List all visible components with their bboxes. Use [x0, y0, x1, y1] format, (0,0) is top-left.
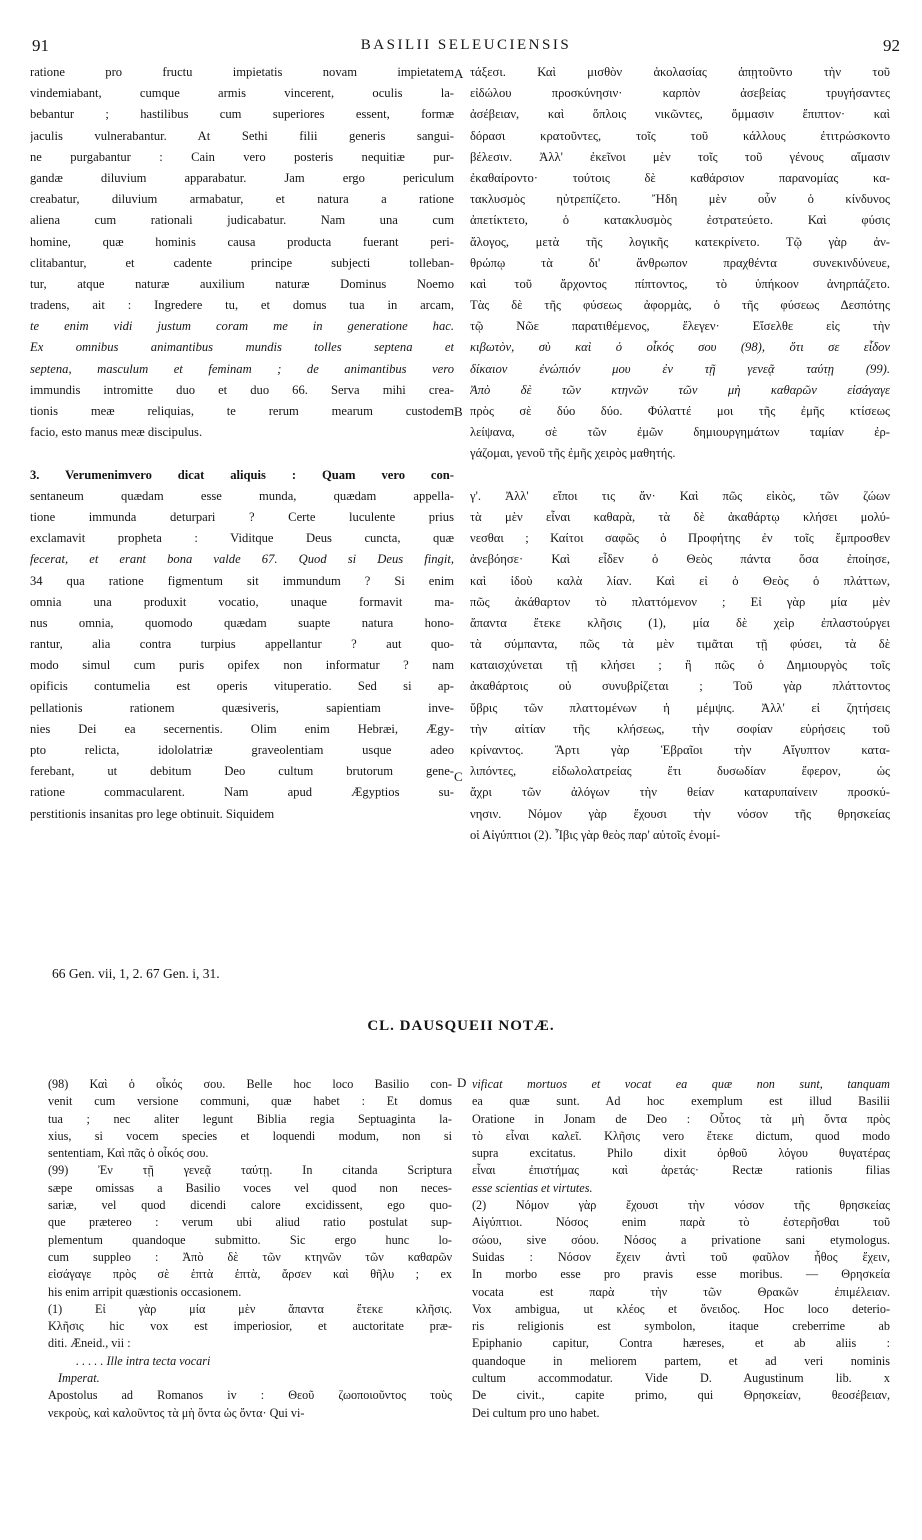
- latin-line: ratione commacularent. Nam apud Ægyptios su-: [30, 785, 454, 800]
- greek-line: δόρασι κρατοῦντες, τοῖς τοῦ κάλλους ἐτιτρώσκοντο: [470, 128, 890, 143]
- latin-line: creabatur, diluvium armabatur, et natura a ratione: [30, 192, 454, 207]
- latin-line: facio, esto manus meæ discipulus.: [30, 425, 203, 440]
- greek-line: βέλεσιν. Ἀλλ' ἐκεῖνοι μὲν τοῖς τοῦ γένους αἵμασιν: [470, 149, 890, 164]
- margin-letter-d: D: [457, 1075, 467, 1090]
- latin-line: te enim vidi justum coram me in generatione hac.: [30, 319, 454, 334]
- running-title: BASILII SELEUCIENSIS: [360, 37, 572, 53]
- latin-line: gandæ diluvium apparabatur. Jam ergo periculum: [30, 170, 454, 185]
- note-line: νεκροὺς, καὶ καλοῦντος τὰ μὴ ὄντα ὡς ὄντα· Qui vi-: [48, 1405, 305, 1420]
- note-line: (2) Νόμον γὰρ ἔχουσι τὴν νόσον τῆς θρησκείας: [472, 1198, 890, 1213]
- latin-line: exclamavit propheta : Viditque Deus cuncta, quæ: [30, 531, 454, 546]
- greek-section-3-line: γ'. Ἀλλ' εἴποι τις ἄν· Καὶ πῶς εἰκὸς, τῶν ζώων: [470, 488, 890, 503]
- note-line: Dei cultum pro uno habet.: [472, 1405, 600, 1420]
- latin-line: perstitionis insanitas pro lege obtinuit. Siquidem: [30, 806, 275, 821]
- paragraph-gap: [470, 465, 890, 486]
- latin-column: [30, 62, 454, 825]
- note-line: Oratione in Jonam de Deo : Οὗτος τὰ μὴ ὄντα πρὸς: [472, 1111, 890, 1126]
- note-line: cultum accommodatur. Vide D. Augustinum lib. x: [472, 1371, 890, 1386]
- greek-line: κιβωτὸν, σὺ καὶ ὁ οἶκός σου (98), ὅτι σε εἶδον: [470, 340, 890, 355]
- latin-line: ne purgabantur : Cain vero posteris nequitiæ pur-: [30, 149, 454, 164]
- note-line: Epiphanio capitur, Contra hæreses, et ab aliis :: [472, 1336, 890, 1351]
- note-line: Suidas : Νόσον ἔχειν ἀντὶ τοῦ φαῦλον ἦθος ἔχειν,: [472, 1249, 890, 1264]
- paragraph-gap: [30, 443, 454, 464]
- margin-letter-c: C: [454, 769, 463, 784]
- greek-line: κρίναντος. Ἄρτι γὰρ Ἑβραῖοι τὴν Αἴγυπτον κατα-: [470, 743, 890, 757]
- note-line: venit cum versione communi, quæ habet : Et domus: [48, 1094, 452, 1109]
- latin-line: aliena cum rationali judicabatur. Nam una cum: [30, 213, 454, 228]
- latin-line: nies Dei ea secernentis. Olim enim Hebræi, Ægy-: [30, 721, 454, 736]
- greek-line: δίκαιον ἐνώπιόν μου ἐν τῇ γενεᾷ ταύτῃ (99).: [470, 361, 890, 376]
- note-line: (98) Καὶ ὁ οἶκός σου. Belle hoc loco Basilio con-: [48, 1077, 452, 1091]
- note-line: cum suppleo : Ἀπὸ δὲ τῶν κτηνῶν τῶν καθαρῶν: [48, 1249, 452, 1264]
- greek-line: ἄλογος, μετὰ τῆς λογικῆς κατεκρίνετο. Τῷ γὰρ ἀν-: [470, 234, 890, 249]
- latin-line: vindemiabant, cumque armis vincerent, oculis la-: [30, 86, 454, 101]
- note-line: tua ; nec aliter legunt Biblia regia Septuaginta la-: [48, 1111, 452, 1126]
- latin-line: jaculis vulnerabantur. At Sethi filii generis sangui-: [30, 128, 454, 143]
- latin-line: tradens, ait : Ingredere tu, et domus tua in arcam,: [30, 298, 454, 313]
- latin-line: modo simul cum puris opifex non informatur ? nam: [30, 658, 454, 673]
- greek-line: τάξεσι. Καὶ μισθὸν ἀκολασίας ἀπῃτοῦντο τὴν τοῦ: [470, 65, 890, 79]
- page-number-left: 91: [32, 36, 49, 55]
- note-line: De civit., capite primo, qui Θρησκείαν, θεοσέβειαν,: [472, 1388, 890, 1403]
- latin-line: pellationis rationem quæsiveris, sapientiam inve-: [30, 700, 454, 715]
- greek-line: τὰ σύμπαντα, πῶς τὰ μὲν τιμᾶται τῇ φύσει, τὰ δὲ: [470, 637, 890, 652]
- note-line: diti. Æneid., vii :: [48, 1336, 131, 1351]
- greek-column: [470, 62, 890, 846]
- greek-line: ἀπετίκτετο, ὁ κατακλυσμὸς ἐστρατεύετο. Καὶ φύσις: [470, 213, 890, 228]
- greek-line: Ἀπὸ δὲ τῶν κτηνῶν τῶν μὴ καθαρῶν εἰσάγαγε: [470, 382, 890, 397]
- note-line: esse scientias et virtutes.: [472, 1180, 593, 1195]
- latin-line: Ex omnibus animantibus mundis tolles septena et: [30, 340, 454, 355]
- note-line: supra excitatus. Philo dixit ὀρθοῦ λόγου θυγατέρας: [472, 1146, 890, 1161]
- note-line: τὸ εἶναι καλεῖ. Κλῆσις vero ἔτεκε dictum, quod modo: [472, 1128, 890, 1143]
- greek-line: ἅπαντα ἔτεκε κλῆσις (1), μία δὲ χεὶρ ἐπλαστούργει: [470, 615, 890, 630]
- greek-line: Τὰς δὲ τῆς φύσεως ἀφορμὰς, ὁ τῆς φύσεως Δεσπότης: [470, 298, 890, 313]
- greek-line: καὶ ἰδοὺ καλὰ λίαν. Καὶ εἰ ὁ Θεὸς ὁ πλάττων,: [470, 573, 890, 588]
- note-line: ris religionis est symbolon, itaque creberrime ab: [472, 1319, 890, 1334]
- greek-line: εἰδώλου προσκύνησιν· καρπὸν ἀσεβείας τρυγήσαντες: [470, 86, 890, 101]
- greek-line: ὕβρις τῶν πλαττομένων ἡ μέμψις. Ἀλλ' εἰ ζητήσεις: [470, 700, 890, 715]
- latin-line: tione immunda deturpari ? Certe luculente prius: [30, 509, 454, 524]
- note-line: Apostolus ad Romanos iv : Θεοῦ ζωοποιοῦντος τοὺς: [48, 1388, 452, 1403]
- greek-line: καὶ τοῦ ἄρχοντος πίπτοντος, τὸ ὑπήκοον ἀνηρπάζετο.: [470, 276, 890, 291]
- latin-line: omnia una produxit vocatio, unaque formavit ma-: [30, 594, 454, 609]
- greek-line: ἀνεβόησε· Καὶ εἶδεν ὁ Θεὸς πάντα ὅσα ἐποίησε,: [470, 552, 890, 567]
- note-line: xius, si vocem species et loquendi modum, non si: [48, 1128, 452, 1143]
- latin-line: nus omnia, quomodo quædam suapte natura hono-: [30, 615, 454, 630]
- note-line: quandoque in meliorem partem, et ad veri nominis: [472, 1353, 890, 1368]
- latin-line: septena, masculum et feminam ; de animantibus vero: [30, 361, 454, 376]
- greek-line: ἐκαθαίροντο· τούτοις δὲ καθάρσιον παρανομίας κα-: [470, 170, 890, 185]
- note-line: his enim arripit quæstionis occasionem.: [48, 1284, 242, 1299]
- notes-left-column: [48, 1076, 452, 1422]
- greek-line: θρώπῳ τὰ δι' ἄνθρωπον πραχθέντα συνεκινδύνευε,: [470, 255, 890, 270]
- greek-line: τῷ Νῶε παρατιθέμενος, ἔλεγεν· Εἴσελθε εἰς τὴν: [470, 319, 890, 334]
- latin-line: ferebant, ut debitum Deo cultum brutorum gene-: [30, 764, 454, 779]
- latin-line: fecerat, et erant bona valde 67. Quod si Deus fingit,: [30, 552, 454, 567]
- latin-line: homine, quæ hominis causa producta fuerant peri-: [30, 234, 454, 249]
- greek-line: νησιν. Νόμον γὰρ ἔχουσι τὴν νόσον τῆς θρησκείας: [470, 806, 890, 821]
- latin-line-column-mark-34: 34 qua ratione figmentum sit immundum ? Si enim: [30, 573, 454, 588]
- note-line: sariæ, vel quod dicendi calore excidissent, ego quo-: [48, 1198, 452, 1213]
- note-line: (99) Ἐν τῇ γενεᾷ ταύτῃ. In citanda Scriptura: [48, 1163, 452, 1178]
- note-line: In morbo esse pro pravis esse moribus. — Θρησκεία: [472, 1267, 890, 1282]
- greek-line: ἄχρι τῶν ἀλόγων τὴν θείαν καταρυπαίνειν προσκύ-: [470, 785, 890, 800]
- greek-line: τὰ μὲν εἶναι καθαρὰ, τὰ δὲ ἀκαθάρτῳ κλήσει μολύ-: [470, 509, 890, 524]
- note-line: vificat mortuos et vocat ea quæ non sunt, tanquam: [472, 1077, 890, 1091]
- greek-line: τὴν αἰτίαν τῆς κλήσεως, τὴν σοφίαν εὑρήσεις τοῦ: [470, 721, 890, 736]
- latin-line: tur, atque naturæ auxilium naturæ Dominus Noemo: [30, 276, 454, 291]
- margin-letter-b: B: [454, 404, 463, 419]
- note-line: vocata est παρὰ τὴν τῶν Θρακῶν ἐπιμέλειαν.: [472, 1284, 890, 1299]
- note-line: εἰσάγαγε πρὸς σὲ ἑπτὰ ἑπτὰ, ἄρσεν καὶ θῆλυ ; ex: [48, 1267, 452, 1282]
- note-line: ea quæ sunt. Ad hoc exemplum est illud Basilii: [472, 1094, 890, 1109]
- greek-line: νεσθαι ; Καίτοι σαφῶς ὁ Προφήτης ἐν τοῖς ἔμπροσθεν: [470, 531, 890, 546]
- latin-line: rantur, alia contra turpius appellantur ? aut quo-: [30, 637, 454, 652]
- greek-line: οἱ Αἰγύπτιοι (2). Ἶβις γὰρ θεὸς παρ' αὐτοῖς ἐνομί-: [470, 827, 721, 842]
- latin-section-3-line: 3. Verumenimvero dicat aliquis : Quam vero con-: [30, 467, 454, 482]
- page-number-right: 92: [883, 36, 900, 55]
- note-line: sententiam, Καὶ πᾶς ὁ οἶκός σου.: [48, 1146, 209, 1161]
- latin-line: sentaneum quædam esse munda, quædam appella-: [30, 488, 454, 503]
- greek-line: γάζομαι, γενοῦ τῆς ἐμῆς χειρὸς μαθητής.: [470, 446, 676, 461]
- greek-line: ἀκαθάρτοις οὐ συνυβρίζεται ; Τοῦ γὰρ πλάττοντος: [470, 679, 890, 694]
- note-line: εἶναι ἐπιστήμας καὶ ἀρετάς· Rectæ rationis filias: [472, 1163, 890, 1178]
- greek-line: ἀσέβειαν, καὶ ὅπλοις νικῶντες, ὄμμασιν ἔπιπτον· καὶ: [470, 107, 890, 122]
- latin-line: opificis contumelia est operis vituperatio. Sed si ap-: [30, 679, 454, 694]
- greek-line: τακλυσμὸς ηὐτρεπίζετο. Ἤδη μὲν οὖν ὁ κίνδυνος: [470, 192, 890, 207]
- greek-line: πρὸς σὲ δύο δύο. Φύλαττέ μοι τῆς ἐμῆς κτίσεως: [470, 404, 890, 418]
- note-line: que prætereo : verum ubi aliud ratio postulat sup-: [48, 1215, 452, 1230]
- latin-line: tionis meæ reliquias, te rerum mearum custodem: [30, 404, 454, 418]
- latin-line: pto relicta, idololatriæ graveolentiam usque adeo: [30, 743, 454, 757]
- note-line: Κλῆσις hic vox est imperiosior, et auctoritate præ-: [48, 1319, 452, 1334]
- latin-line: ratione pro fructu impietatis novam impietatem: [30, 65, 454, 79]
- note-line: σώου, sive σόου. Νόσος a privatione sani etymologus.: [472, 1232, 890, 1247]
- margin-letter-a: A: [454, 66, 464, 81]
- latin-line: clitabantur, et cadente principe subjecti tolleban-: [30, 255, 454, 270]
- greek-line: πῶς ἀκάθαρτον τὸ πλαττόμενον ; Εἰ γὰρ μία μὲν: [470, 594, 890, 609]
- notes-right-column: [472, 1076, 890, 1422]
- latin-line: immundis intromitte duo et duo 66. Serva mihi crea-: [30, 382, 454, 397]
- note-verse-line: Imperat.: [58, 1371, 100, 1386]
- note-line: (1) Εἰ γὰρ μία μὲν ἅπαντα ἔτεκε κλῆσις.: [48, 1301, 452, 1316]
- greek-line: λιπόντες, εἰδωλολατρείας ἔτι δυσωδίαν ἔφερον, ὡς: [470, 764, 890, 779]
- page-header: [32, 36, 900, 58]
- notes-title: CL. DAUSQUEII NOTÆ.: [367, 1018, 555, 1034]
- note-line: sæpe omissas a Basilio voces vel quod non neces-: [48, 1180, 452, 1195]
- note-line: Αἰγύπτιοι. Νόσος enim παρὰ τὸ ἐστερῆσθαι τοῦ: [472, 1215, 890, 1230]
- note-line: plementum quandoque submitto. Sic ergo hunc lo-: [48, 1232, 452, 1247]
- scripture-footnotes: 66 Gen. vii, 1, 2. 67 Gen. i, 31.: [52, 966, 220, 981]
- greek-line: λείψανα, σὲ τῶν ἐμῶν δημιουργημάτων ταμίαν ἐρ-: [470, 425, 890, 440]
- latin-line: bebantur ; hastilibus cum superiores essent, formæ: [30, 107, 454, 122]
- note-verse-line: . . . . . Ille intra tecta vocari: [76, 1353, 211, 1368]
- note-line: Vox ambigua, ut κλέος et ὄνειδος. Hoc loco deterio-: [472, 1301, 890, 1316]
- greek-line: καταισχύνεται τῇ κλήσει ; ἢ πῶς ὁ Δημιουργὸς τοῖς: [470, 658, 890, 673]
